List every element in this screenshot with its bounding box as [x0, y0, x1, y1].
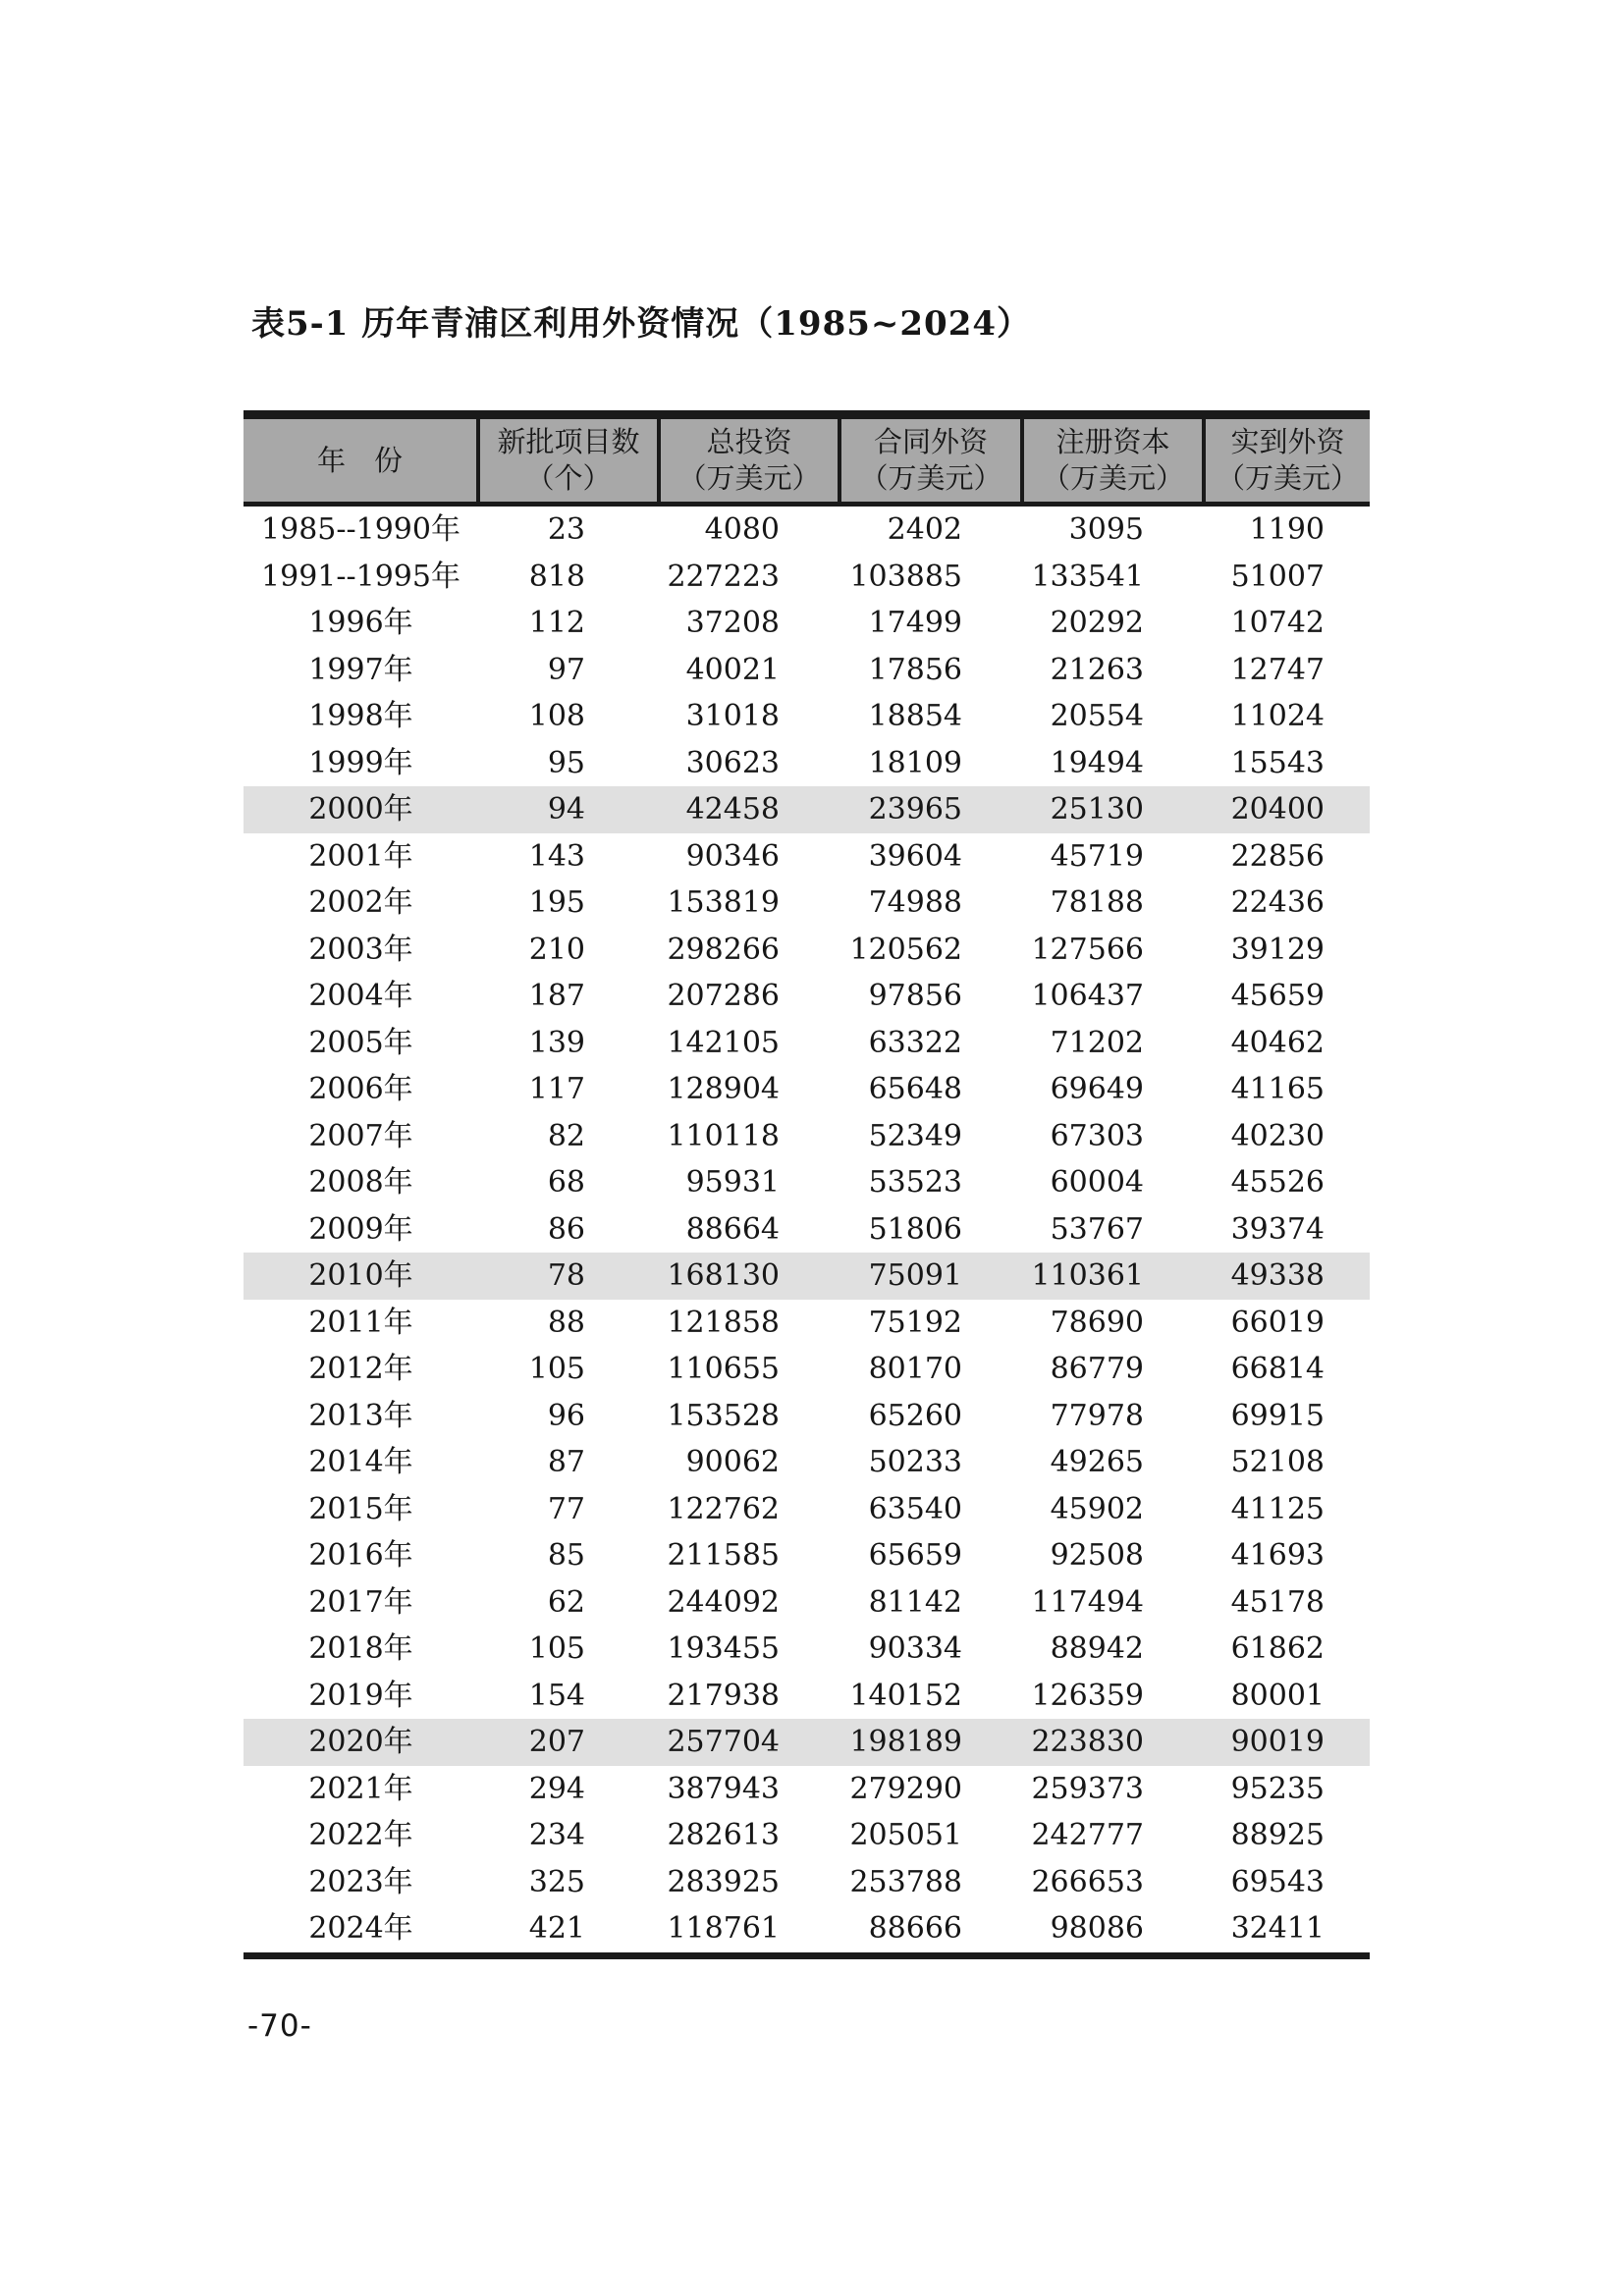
value-cell: 94	[478, 786, 659, 833]
value-cell: 195	[528, 885, 585, 920]
value-cell: 39374	[1230, 1211, 1325, 1247]
value-cell: 52108	[1230, 1445, 1325, 1479]
value-cell: 65260	[868, 1398, 962, 1433]
value-cell: 140152	[849, 1678, 962, 1713]
value-cell: 3095	[1068, 512, 1144, 547]
value-cell: 193455	[667, 1631, 780, 1666]
value-cell: 53523	[868, 1165, 962, 1200]
value-cell: 69543	[1230, 1864, 1325, 1899]
value-cell: 41125	[1230, 1491, 1325, 1526]
value-cell: 88942	[1050, 1631, 1144, 1666]
year-cell: 1997年	[308, 652, 413, 687]
table-row	[244, 1206, 1370, 1254]
value-cell: 325	[528, 1864, 585, 1899]
value-cell: 45902	[1050, 1491, 1144, 1526]
value-cell: 110118	[667, 1118, 780, 1153]
value-cell: 60004	[1050, 1165, 1144, 1200]
year-cell: 2000年	[244, 786, 478, 833]
value-cell: 45719	[1050, 838, 1144, 874]
value-cell: 63540	[868, 1491, 962, 1526]
value-cell: 298266	[667, 932, 780, 967]
value-cell: 66019	[1230, 1305, 1325, 1340]
table-row	[244, 1020, 1370, 1067]
year-cell: 2011年	[308, 1305, 413, 1340]
column-header-total-investment: 总投资 （万美元）	[659, 415, 839, 505]
value-cell: 153528	[667, 1398, 780, 1433]
table-row	[244, 1393, 1370, 1440]
table-row	[244, 927, 1370, 974]
value-cell: 143	[528, 838, 585, 874]
value-cell: 112	[528, 606, 585, 640]
table-row	[244, 1905, 1370, 1955]
value-cell: 80170	[868, 1352, 962, 1386]
year-cell: 1985--1990年	[261, 512, 460, 547]
value-cell: 78	[478, 1253, 659, 1300]
value-cell: 1190	[1249, 512, 1325, 547]
value-cell: 17856	[868, 652, 962, 687]
value-cell: 31018	[685, 699, 780, 733]
value-cell: 122762	[667, 1491, 780, 1526]
year-cell: 2022年	[308, 1818, 413, 1852]
year-cell: 2021年	[308, 1771, 413, 1806]
table-row	[244, 647, 1370, 694]
value-cell: 97	[547, 652, 585, 687]
year-cell: 2010年	[244, 1253, 478, 1300]
table-row	[244, 1719, 1370, 1766]
value-cell: 88666	[868, 1911, 962, 1946]
value-cell: 82	[547, 1118, 585, 1153]
table-row	[244, 880, 1370, 927]
value-cell: 257704	[659, 1719, 839, 1766]
value-cell: 30623	[685, 745, 780, 780]
value-cell: 78188	[1050, 885, 1144, 920]
value-cell: 62	[547, 1584, 585, 1620]
value-cell: 45526	[1230, 1165, 1325, 1200]
value-cell: 105	[528, 1631, 585, 1666]
value-cell: 421	[528, 1911, 585, 1946]
value-cell: 51806	[868, 1211, 962, 1247]
value-cell: 22856	[1230, 838, 1325, 874]
year-cell: 2014年	[308, 1445, 413, 1479]
value-cell: 279290	[849, 1771, 962, 1806]
value-cell: 42458	[659, 786, 839, 833]
table-row	[244, 1626, 1370, 1673]
value-cell: 2402	[887, 512, 962, 547]
year-cell: 2017年	[308, 1584, 413, 1620]
value-cell: 95235	[1230, 1771, 1325, 1806]
table-row	[244, 1113, 1370, 1160]
value-cell: 41693	[1230, 1538, 1325, 1573]
value-cell: 37208	[685, 606, 780, 640]
table-row	[244, 1486, 1370, 1533]
value-cell: 234	[528, 1818, 585, 1852]
value-cell: 133541	[1031, 559, 1144, 594]
value-cell: 90062	[685, 1445, 780, 1479]
value-cell: 198189	[839, 1719, 1022, 1766]
table-row	[244, 1439, 1370, 1486]
table-row	[244, 1253, 1370, 1300]
value-cell: 69915	[1230, 1398, 1325, 1433]
value-cell: 90346	[685, 838, 780, 874]
value-cell: 244092	[667, 1584, 780, 1620]
table-body	[244, 505, 1370, 1956]
value-cell: 205051	[849, 1818, 962, 1852]
value-cell: 108	[528, 699, 585, 733]
value-cell: 110361	[1022, 1253, 1204, 1300]
value-cell: 95931	[685, 1165, 780, 1200]
value-cell: 227223	[667, 559, 780, 594]
value-cell: 39129	[1230, 932, 1325, 967]
value-cell: 207	[478, 1719, 659, 1766]
value-cell: 253788	[849, 1864, 962, 1899]
table-row	[244, 1766, 1370, 1813]
table-row	[244, 1859, 1370, 1906]
value-cell: 96	[547, 1398, 585, 1433]
column-header-utilized-foreign-capital: 实到外资 （万美元）	[1204, 415, 1370, 505]
value-cell: 25130	[1022, 786, 1204, 833]
year-cell: 1998年	[308, 699, 413, 733]
value-cell: 128904	[667, 1072, 780, 1106]
table-header	[244, 415, 1370, 505]
value-cell: 78690	[1050, 1305, 1144, 1340]
value-cell: 86779	[1050, 1352, 1144, 1386]
value-cell: 23	[547, 512, 585, 547]
value-cell: 67303	[1050, 1118, 1144, 1153]
value-cell: 75091	[839, 1253, 1022, 1300]
table-row	[244, 505, 1370, 554]
value-cell: 142105	[667, 1025, 780, 1060]
value-cell: 217938	[667, 1678, 780, 1713]
value-cell: 90019	[1204, 1719, 1370, 1766]
value-cell: 45659	[1230, 979, 1325, 1013]
table-header-row	[244, 415, 1370, 505]
value-cell: 53767	[1050, 1211, 1144, 1247]
value-cell: 18109	[868, 745, 962, 780]
year-cell: 2001年	[308, 838, 413, 874]
value-cell: 266653	[1031, 1864, 1144, 1899]
year-cell: 2005年	[308, 1025, 413, 1060]
value-cell: 283925	[667, 1864, 780, 1899]
value-cell: 259373	[1031, 1771, 1144, 1806]
value-cell: 19494	[1050, 745, 1144, 780]
foreign-investment-table-wrap	[244, 410, 1370, 1959]
value-cell: 87	[547, 1445, 585, 1479]
value-cell: 117494	[1031, 1584, 1144, 1620]
value-cell: 77978	[1050, 1398, 1144, 1433]
value-cell: 71202	[1050, 1025, 1144, 1060]
year-cell: 2012年	[308, 1352, 413, 1386]
value-cell: 20554	[1050, 699, 1144, 733]
value-cell: 63322	[868, 1025, 962, 1060]
value-cell: 61862	[1230, 1631, 1325, 1666]
value-cell: 45178	[1230, 1584, 1325, 1620]
value-cell: 50233	[868, 1445, 962, 1479]
year-cell: 2020年	[244, 1719, 478, 1766]
value-cell: 21263	[1050, 652, 1144, 687]
value-cell: 117	[528, 1072, 585, 1106]
value-cell: 121858	[667, 1305, 780, 1340]
value-cell: 20292	[1050, 606, 1144, 640]
year-cell: 2007年	[308, 1118, 413, 1153]
year-cell: 2004年	[308, 979, 413, 1013]
year-cell: 2009年	[308, 1211, 413, 1247]
table-row	[244, 833, 1370, 881]
value-cell: 17499	[868, 606, 962, 640]
value-cell: 11024	[1230, 699, 1325, 733]
value-cell: 68	[547, 1165, 585, 1200]
value-cell: 32411	[1230, 1911, 1325, 1946]
year-cell: 2016年	[308, 1538, 413, 1573]
value-cell: 139	[528, 1025, 585, 1060]
year-cell: 1996年	[308, 606, 413, 640]
year-cell: 2002年	[308, 885, 413, 920]
value-cell: 92508	[1050, 1538, 1144, 1573]
value-cell: 207286	[667, 979, 780, 1013]
column-header-registered-capital: 注册资本 （万美元）	[1022, 415, 1204, 505]
value-cell: 210	[528, 932, 585, 967]
year-cell: 2003年	[308, 932, 413, 967]
value-cell: 127566	[1031, 932, 1144, 967]
page-title: 表5-1 历年青浦区利用外资情况（1985~2024）	[251, 304, 1032, 344]
value-cell: 12747	[1230, 652, 1325, 687]
value-cell: 41165	[1230, 1072, 1325, 1106]
year-cell: 2015年	[308, 1491, 413, 1526]
table-row	[244, 1159, 1370, 1206]
value-cell: 18854	[868, 699, 962, 733]
value-cell: 69649	[1050, 1072, 1144, 1106]
value-cell: 51007	[1230, 559, 1325, 594]
value-cell: 39604	[868, 838, 962, 874]
value-cell: 110655	[667, 1352, 780, 1386]
year-cell: 1999年	[308, 745, 413, 780]
value-cell: 818	[528, 559, 585, 594]
table-row	[244, 1532, 1370, 1579]
column-header-year: 年 份	[244, 415, 478, 505]
value-cell: 387943	[667, 1771, 780, 1806]
value-cell: 120562	[849, 932, 962, 967]
table-row	[244, 693, 1370, 740]
table-row	[244, 1066, 1370, 1113]
value-cell: 95	[547, 745, 585, 780]
value-cell: 88	[547, 1305, 585, 1340]
table-row	[244, 1300, 1370, 1347]
value-cell: 20400	[1204, 786, 1370, 833]
value-cell: 49338	[1204, 1253, 1370, 1300]
value-cell: 65648	[868, 1072, 962, 1106]
value-cell: 223830	[1022, 1719, 1204, 1766]
value-cell: 40230	[1230, 1118, 1325, 1153]
value-cell: 105	[528, 1352, 585, 1386]
value-cell: 106437	[1031, 979, 1144, 1013]
year-cell: 2024年	[308, 1911, 413, 1946]
value-cell: 242777	[1031, 1818, 1144, 1852]
value-cell: 103885	[849, 559, 962, 594]
page-number: -70-	[247, 2008, 312, 2044]
value-cell: 40021	[685, 652, 780, 687]
value-cell: 97856	[868, 979, 962, 1013]
year-cell: 2023年	[308, 1864, 413, 1899]
value-cell: 294	[528, 1771, 585, 1806]
value-cell: 126359	[1031, 1678, 1144, 1713]
year-cell: 2019年	[308, 1678, 413, 1713]
table-row	[244, 1812, 1370, 1859]
value-cell: 118761	[667, 1911, 780, 1946]
value-cell: 65659	[868, 1538, 962, 1573]
table-row	[244, 600, 1370, 647]
table-row	[244, 786, 1370, 833]
value-cell: 85	[547, 1538, 585, 1573]
year-cell: 2008年	[308, 1165, 413, 1200]
value-cell: 98086	[1050, 1911, 1144, 1946]
year-cell: 2018年	[308, 1631, 413, 1666]
column-header-new-projects: 新批项目数 （个）	[478, 415, 659, 505]
table-row	[244, 1579, 1370, 1627]
table-row	[244, 1673, 1370, 1720]
value-cell: 88664	[685, 1211, 780, 1247]
value-cell: 211585	[667, 1538, 780, 1573]
year-cell: 2006年	[308, 1072, 413, 1106]
value-cell: 168130	[659, 1253, 839, 1300]
value-cell: 75192	[868, 1305, 962, 1340]
foreign-investment-table	[244, 410, 1370, 1959]
table-row	[244, 1346, 1370, 1393]
value-cell: 23965	[839, 786, 1022, 833]
value-cell: 282613	[667, 1818, 780, 1852]
table-row	[244, 973, 1370, 1020]
value-cell: 81142	[868, 1584, 962, 1620]
value-cell: 40462	[1230, 1025, 1325, 1060]
value-cell: 154	[528, 1678, 585, 1713]
value-cell: 10742	[1230, 606, 1325, 640]
year-cell: 2013年	[308, 1398, 413, 1433]
value-cell: 66814	[1230, 1352, 1325, 1386]
table-row	[244, 740, 1370, 787]
year-cell: 1991--1995年	[261, 559, 460, 594]
value-cell: 90334	[868, 1631, 962, 1666]
value-cell: 52349	[868, 1118, 962, 1153]
value-cell: 49265	[1050, 1445, 1144, 1479]
table-row	[244, 554, 1370, 601]
value-cell: 153819	[667, 885, 780, 920]
value-cell: 74988	[868, 885, 962, 920]
value-cell: 4080	[704, 512, 780, 547]
value-cell: 88925	[1230, 1818, 1325, 1852]
value-cell: 187	[528, 979, 585, 1013]
value-cell: 77	[547, 1491, 585, 1526]
value-cell: 22436	[1230, 885, 1325, 920]
value-cell: 86	[547, 1211, 585, 1247]
value-cell: 80001	[1230, 1678, 1325, 1713]
column-header-contracted-foreign-capital: 合同外资 （万美元）	[839, 415, 1022, 505]
value-cell: 15543	[1230, 745, 1325, 780]
